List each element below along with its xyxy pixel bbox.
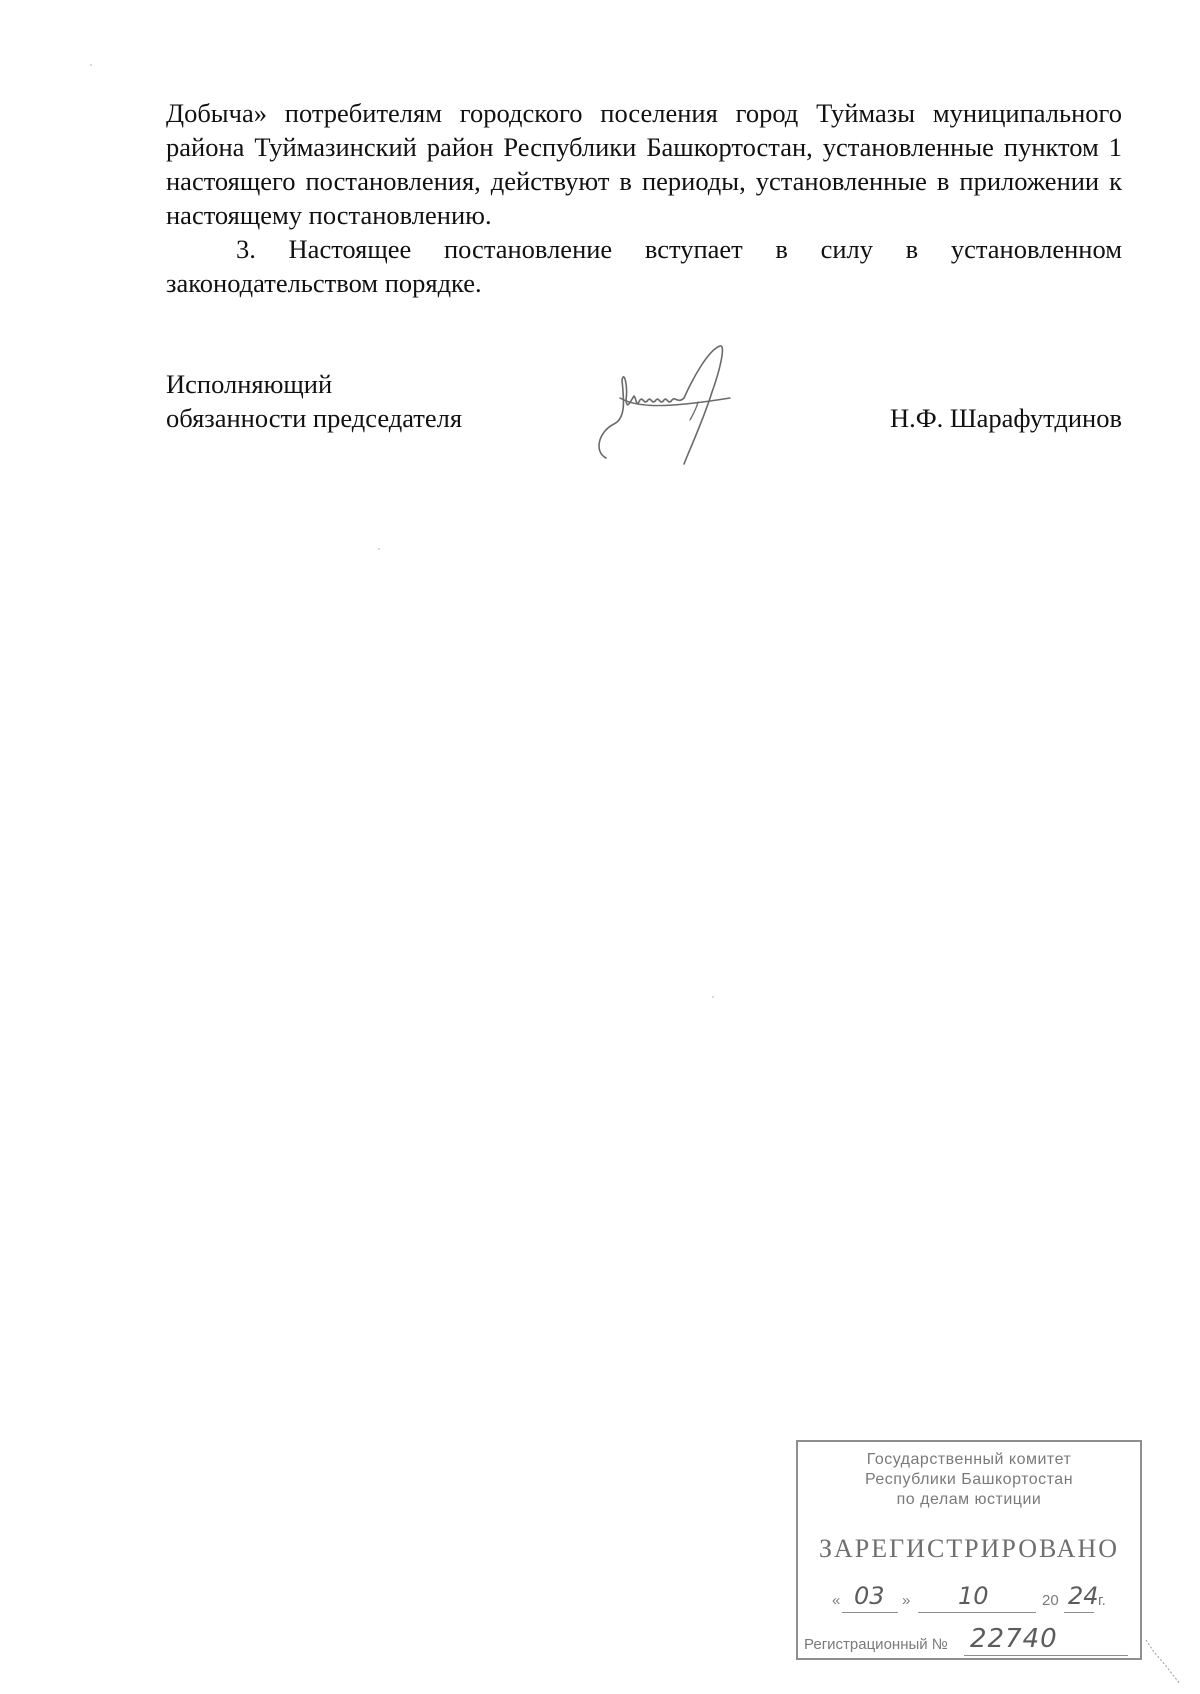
stamp-year-line — [1064, 1612, 1094, 1613]
stamp-quote-open: « — [832, 1592, 841, 1609]
stamp-status: ЗАРЕГИСТРИРОВАНО — [819, 1534, 1119, 1563]
stamp-reg-line — [964, 1655, 1128, 1656]
stamp-org-line3: по делам юстиции — [896, 1491, 1042, 1508]
stamp-org-line1: Государственный комитет — [866, 1451, 1072, 1468]
stamp-month-line — [918, 1612, 1036, 1613]
stamp-organization — [798, 1450, 1140, 1510]
paragraph-effective-date: 3. Настоящее постановление вступает в силу в установленном законодательством порядке. — [166, 234, 1122, 298]
document-body — [166, 96, 1122, 300]
signatory-title-line2: обязанности председателя — [166, 403, 463, 433]
stamp-day-line — [842, 1612, 898, 1613]
stamp-year-suffix: 24 — [1068, 1582, 1099, 1610]
stamp-org-line2: Республики Башкортостан — [864, 1471, 1074, 1488]
registration-stamp — [796, 1440, 1142, 1660]
stamp-month: 10 — [958, 1582, 989, 1610]
stamp-date — [832, 1584, 1112, 1614]
stamp-quote-close: » — [902, 1592, 911, 1609]
stamp-year-prefix: 20 — [1042, 1592, 1059, 1609]
scan-speck — [90, 64, 92, 66]
signatory-name: Н.Ф. Шарафутдинов — [889, 403, 1122, 433]
scan-corner-mark — [1144, 1636, 1184, 1686]
signatory-title-line1: Исполняющий — [166, 369, 333, 399]
scan-speck — [378, 548, 380, 550]
paragraph-tariff-periods: Добыча» потребителям городского поселения город Туймазы муниципального района Туймазинский район Республики Башкортостан, установленные пунктом 1 настоящего постановления, действуют в периоды, установленные в приложении к настоящему постановлению. — [166, 98, 1122, 230]
stamp-reg-label: Регистрационный № — [804, 1636, 948, 1653]
stamp-reg-number: 22740 — [970, 1624, 1058, 1654]
stamp-day: 03 — [854, 1582, 885, 1610]
stamp-year-unit: г. — [1098, 1592, 1106, 1609]
scan-speck — [712, 996, 714, 998]
signatory-title — [166, 367, 462, 435]
stamp-registration — [804, 1624, 1134, 1656]
handwritten-signature — [580, 340, 740, 470]
